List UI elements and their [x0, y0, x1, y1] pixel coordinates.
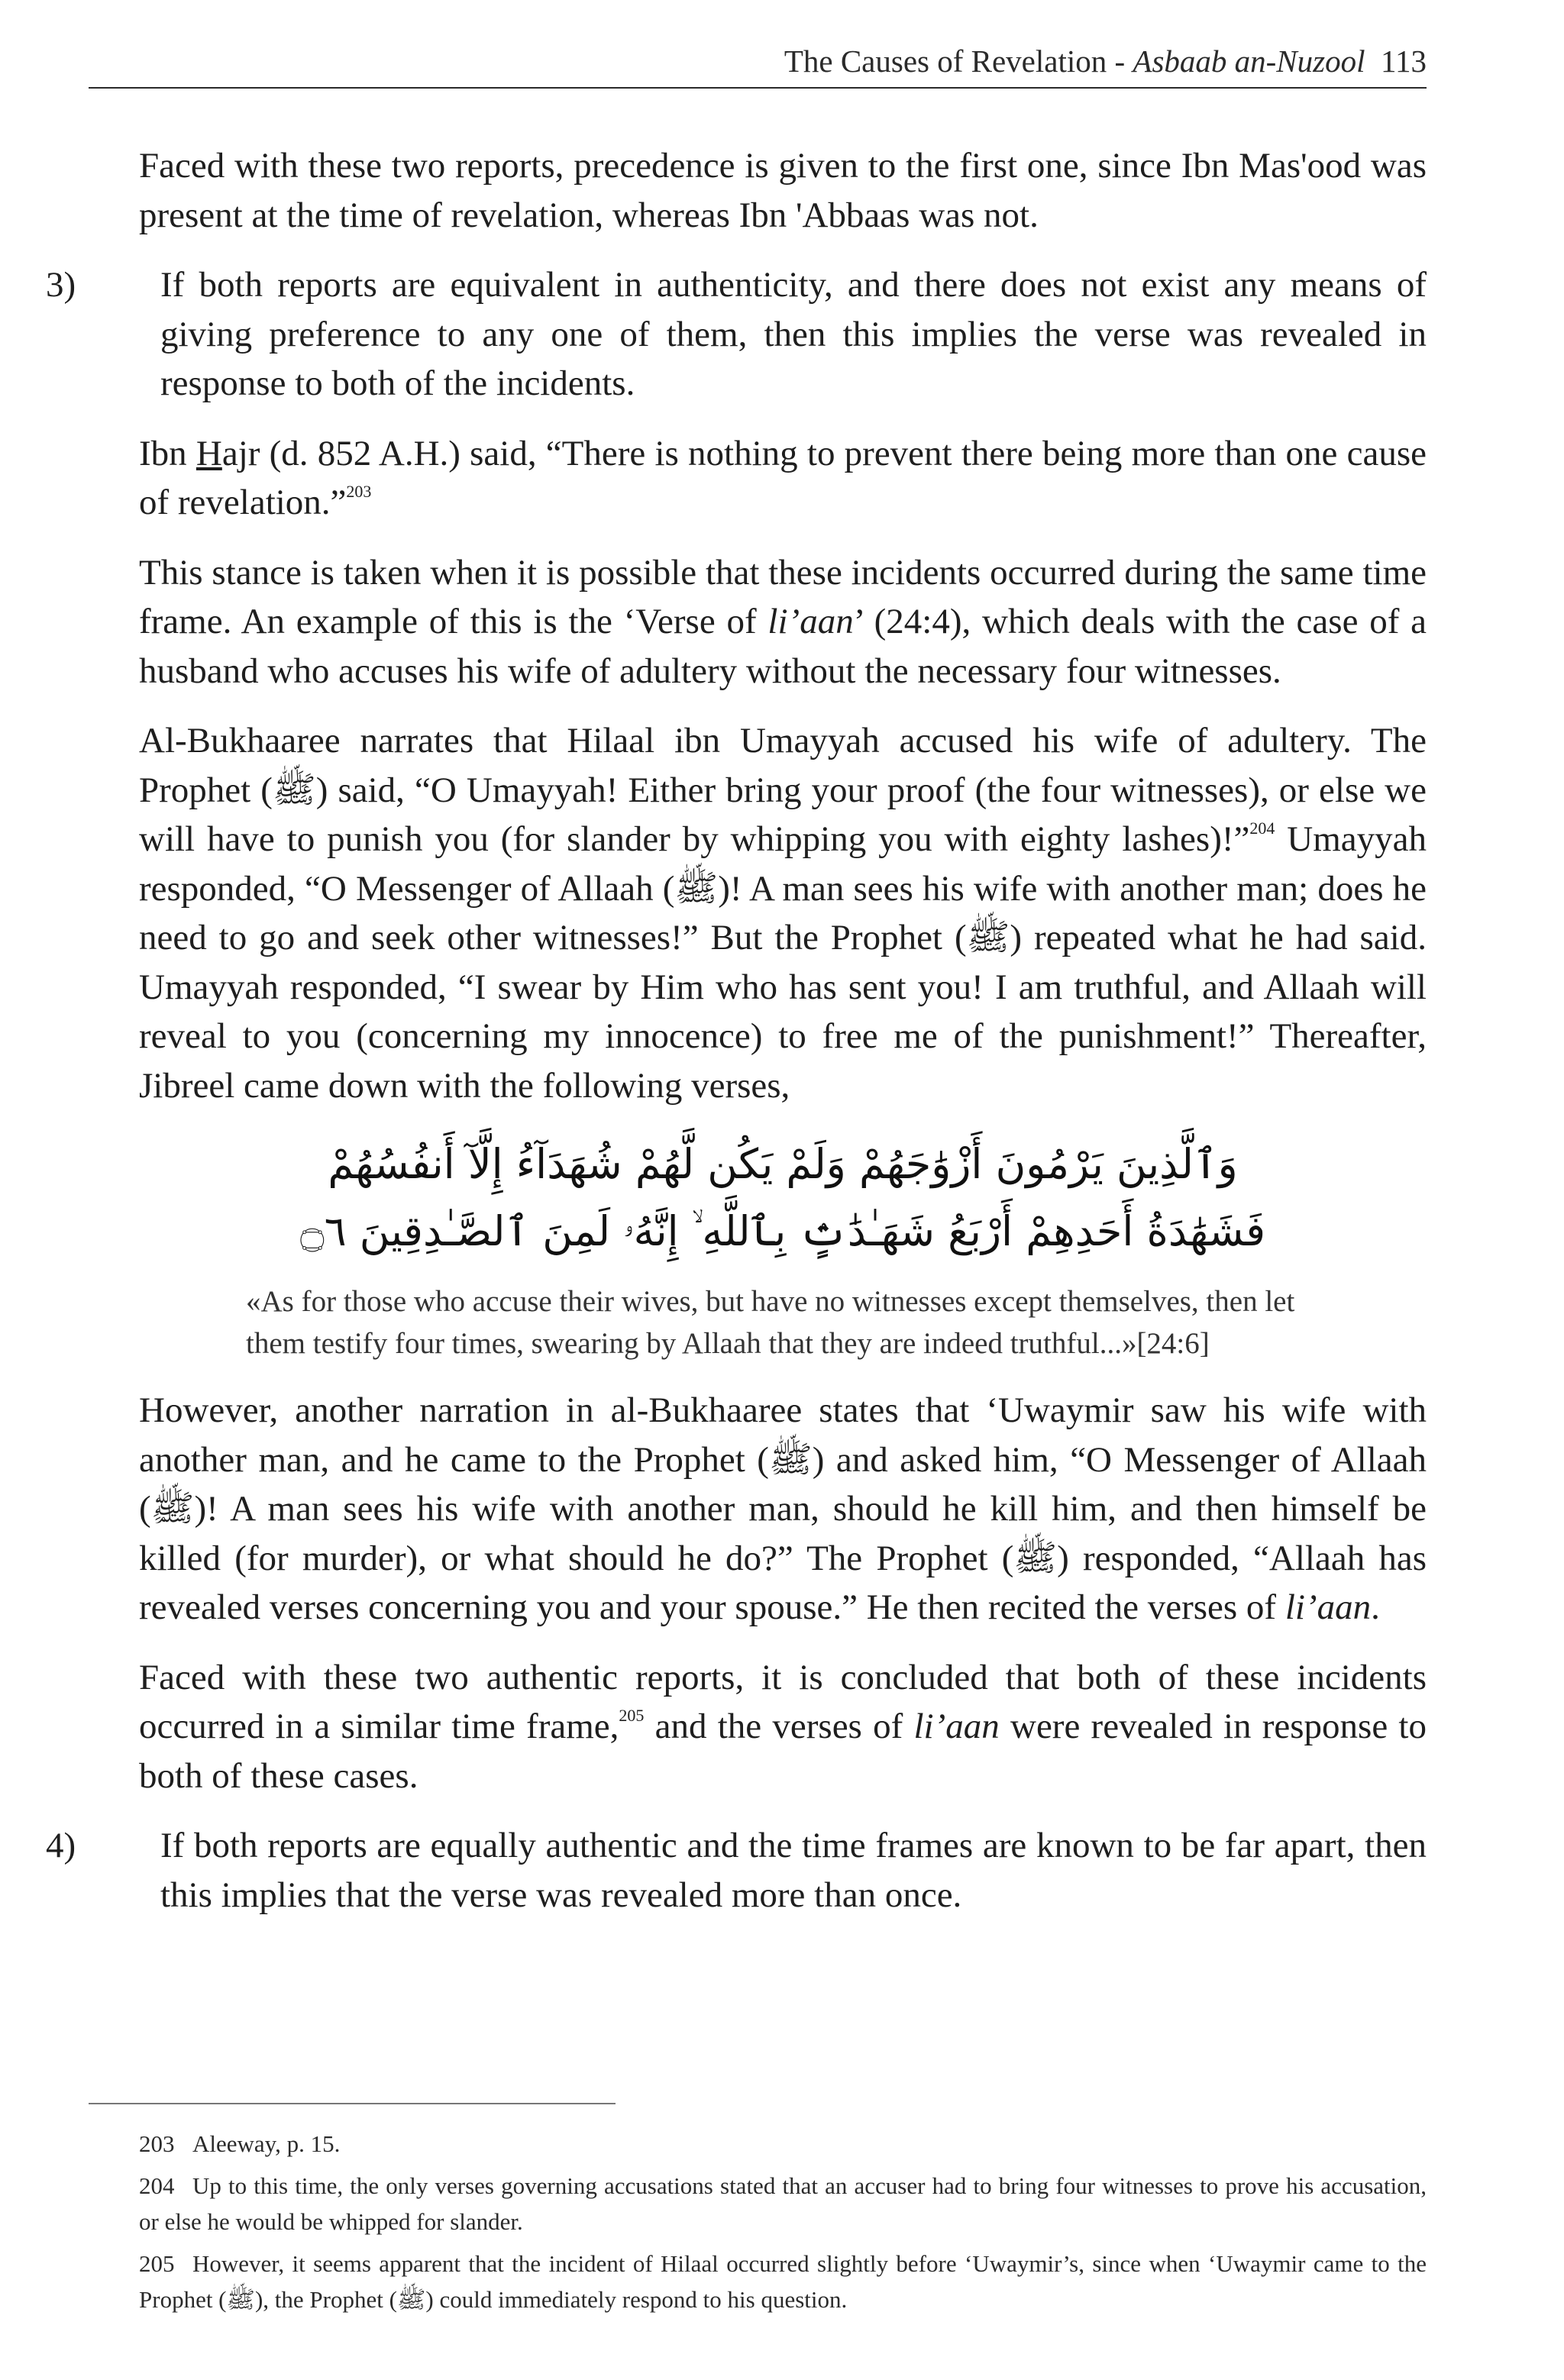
- footnote-ref[interactable]: 205: [619, 1706, 645, 1725]
- footnote-text: However, it seems apparent that the incident of Hilaal occurred slightly before ‘Uwaymir’s, since when ‘Uwaymir came to the Prophet (ﷺ), the Prophet (ﷺ) could immediately respond to his question.: [139, 2250, 1427, 2313]
- text-run-underlined: H: [196, 433, 222, 473]
- text-run: Umayyah responded, “O Messenger of Allaah (ﷺ)! A man sees his wife with another man; does he need to go and seek other witnesses!” But the Prophet (ﷺ) repeated what he had said. Umayyah responded, “I swear by Him who has sent you! I am truthful, and Allaah will reveal to you (concerning my innocence) to free me of the punishment!” Thereafter, Jibreel came down with the following verses,: [139, 819, 1427, 1106]
- header-title: The Causes of Revelation -: [784, 44, 1133, 79]
- page-body: [46, 141, 1427, 1940]
- footnote-ref[interactable]: 203: [346, 482, 372, 501]
- footnote-number: 205: [139, 2250, 175, 2277]
- text-run-italic: li’aan: [913, 1707, 1000, 1746]
- footnotes: [139, 2092, 1427, 2323]
- arabic-line: فَشَهَٰدَةُ أَحَدِهِمْ أَرْبَعُ شَهَـٰدَٰتٍۢ بِٱللَّهِ ۙ إِنَّهُۥ لَمِنَ ٱلصَّـٰدِقِينَ ۝٦: [299, 1207, 1266, 1255]
- text-run: Ibn: [139, 433, 196, 473]
- footnote-number: 204: [139, 2172, 175, 2199]
- paragraph-4: [139, 716, 1427, 1110]
- quran-verse-arabic: [139, 1131, 1427, 1265]
- text-run: ’ (24:4), which deals with the case of a husband who accuses his wife of adultery without the necessary four witnesses.: [139, 602, 1427, 691]
- paragraph-3: [139, 548, 1427, 696]
- text-run: Al-Bukhaaree narrates that Hilaal ibn Umayyah accused his wife of adultery. The Prophet (ﷺ) said, “O Umayyah! Either bring your proof (the four witnesses), or else we will have to punish you (for slander by whipping you with eighty lashes)!”: [139, 721, 1427, 859]
- text-run-italic: li’aan: [1284, 1587, 1372, 1627]
- text-run: ajr (d. 852 A.H.) said, “There is nothing to prevent there being more than one cause of revelation.”: [139, 433, 1427, 522]
- list-item-4: [46, 1821, 1427, 1920]
- text-run: However, another narration in al-Bukhaaree states that ‘Uwaymir saw his wife with another man, and he came to the Prophet (ﷺ) and asked him, “O Messenger of Allaah (ﷺ)! A man sees his wife with another man, should he kill him, and then himself be killed (for murder), or what should he do?” The Prophet (ﷺ) responded, “Allaah has revealed verses concerning you and your spouse.” He then recited the verses of: [139, 1390, 1427, 1627]
- text-run: were revealed in response to both of these cases.: [139, 1707, 1427, 1796]
- paragraph-5: [139, 1386, 1427, 1632]
- list-number: 3): [46, 265, 76, 305]
- list-text: If both reports are equally authentic and the time frames are known to be far apart, then this implies that the verse was revealed more than once.: [160, 1826, 1427, 1915]
- text-run: and the verses of: [644, 1707, 914, 1746]
- list-text: If both reports are equivalent in authenticity, and there does not exist any means of giving preference to any one of them, then this implies the verse was revealed in response to both of the incidents.: [160, 265, 1427, 403]
- text-run: .: [1371, 1587, 1380, 1627]
- text-run: Faced with these two authentic reports, it is concluded that both of these incidents occurred in a similar time frame,: [139, 1657, 1427, 1746]
- list-number: 4): [46, 1826, 76, 1865]
- footnote: [139, 2246, 1427, 2317]
- list-item-3: [46, 260, 1427, 409]
- arabic-line: وَٱلَّذِينَ يَرْمُونَ أَزْوَٰجَهُمْ وَلَمْ يَكُن لَّهُمْ شُهَدَآءُ إِلَّآ أَنفُسُهُمْ: [328, 1140, 1238, 1188]
- paragraph-1: Faced with these two reports, precedence is given to the first one, since Ibn Mas'ood was present at the time of revelation, whereas Ibn 'Abbaas was not.: [139, 146, 1427, 235]
- footnote-text: Aleeway, p. 15.: [192, 2130, 341, 2157]
- footnote: [139, 2126, 1427, 2162]
- footnote: [139, 2168, 1427, 2240]
- paragraph-2: [139, 429, 1427, 528]
- footnote-number: 203: [139, 2130, 175, 2157]
- text-run: This stance is taken when it is possible that these incidents occurred during the same time frame. An example of this is the ‘Verse of: [139, 552, 1427, 641]
- page-number: 113: [1381, 44, 1427, 79]
- footnote-text: Up to this time, the only verses governing accusations stated that an accuser had to bring four witnesses to prove his accusation, or else he would be whipped for slander.: [139, 2172, 1427, 2235]
- text-run-italic: li’aan: [767, 602, 854, 641]
- running-header: [89, 43, 1427, 89]
- verse-translation: «As for those who accuse their wives, but have no witnesses except themselves, then let them testify four times, swearing by Allaah that they are indeed truthful...»[24:6]: [246, 1285, 1295, 1360]
- header-title-italic: Asbaab an-Nuzool: [1133, 44, 1365, 79]
- paragraph-6: [139, 1653, 1427, 1801]
- footnote-ref[interactable]: 204: [1249, 819, 1275, 838]
